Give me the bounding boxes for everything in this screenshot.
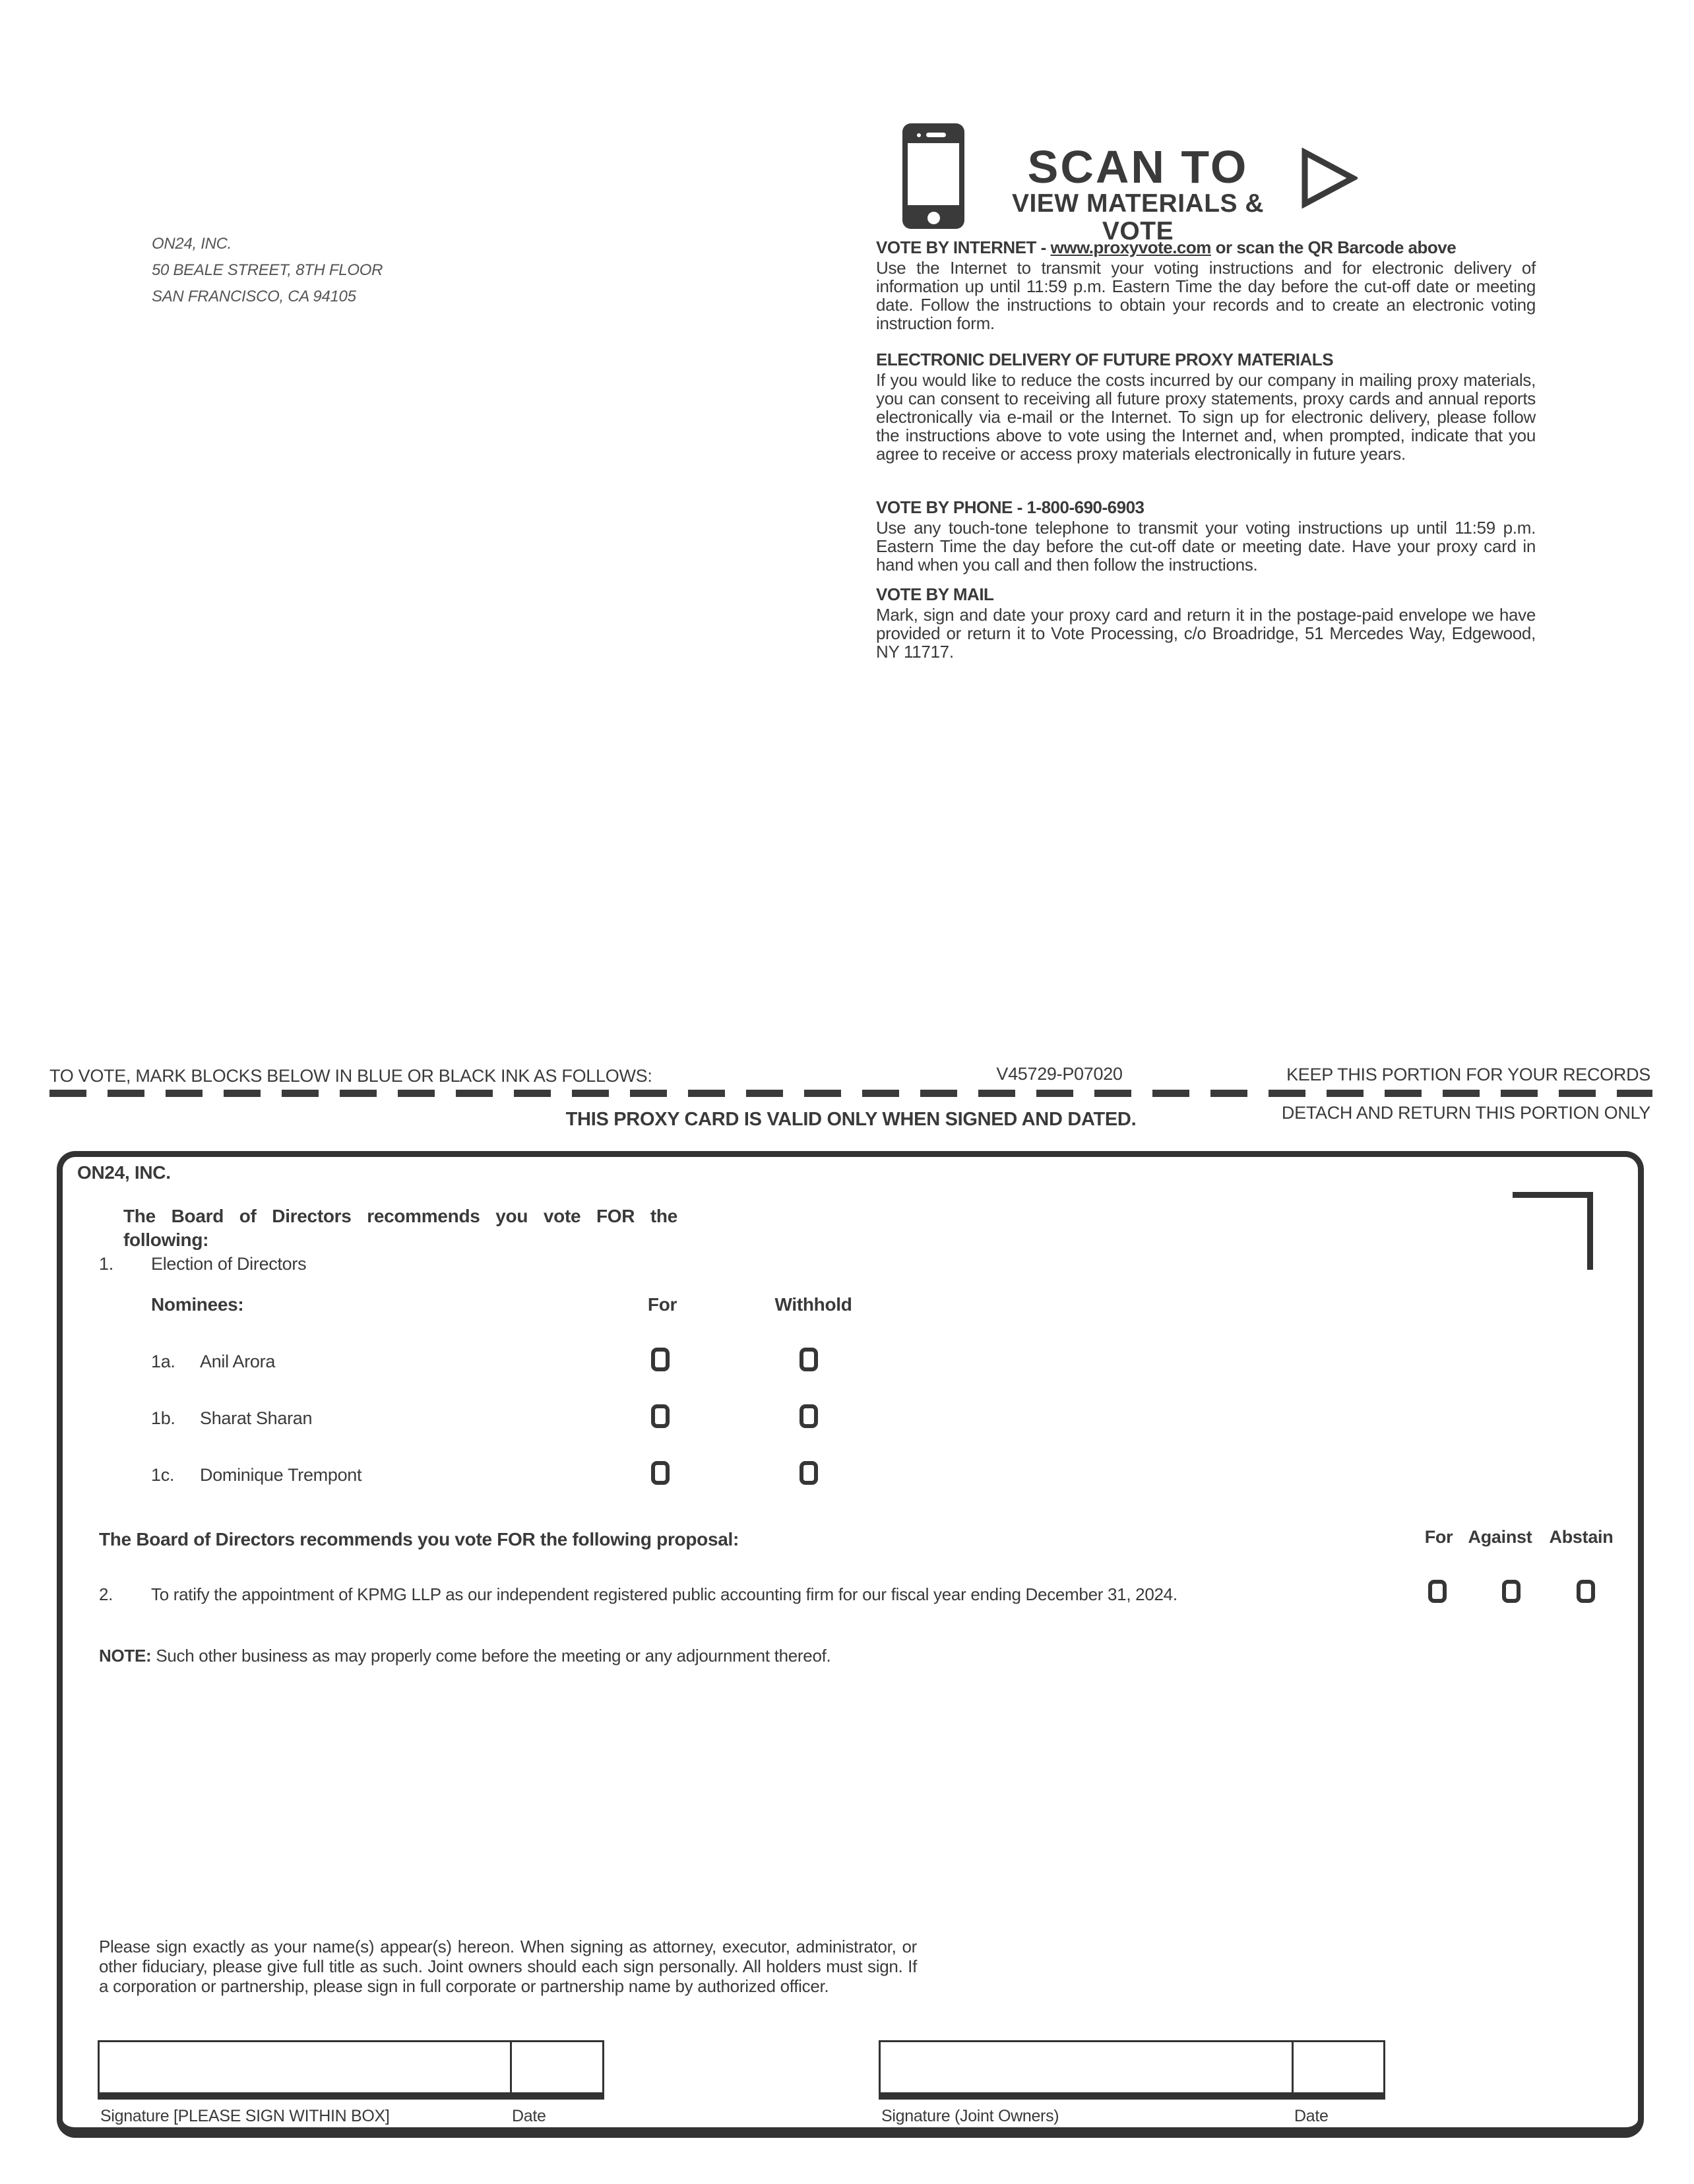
vote-by-mail-body: Mark, sign and date your proxy card and return it in the postage-paid envelope we have provided or return it to Vote Processing, c/o Broadridge, 51 Mercedes Way, Edgewood, NY 11717. [876,605,1536,662]
scan-banner-title: SCAN TO [1027,141,1249,193]
signature-box-joint[interactable] [879,2040,1385,2100]
card-company-name: ON24, INC. [77,1162,171,1183]
nominee-row-name: Sharat Sharan [200,1408,313,1428]
checkbox-2-against[interactable] [1502,1580,1521,1603]
note-line [99,1646,1352,1666]
checkbox-1c-for[interactable] [651,1461,670,1485]
column-header-for: For [647,1294,677,1315]
date-primary-label: Date [512,2107,546,2125]
vote-by-mail-section [876,584,1536,661]
column-header-abstain: Abstain [1549,1527,1614,1547]
column-header-for-2: For [1424,1527,1453,1547]
recommendation-2: The Board of Directors recommends you vote FOR the following proposal: [99,1529,739,1549]
proxy-card [57,1151,1644,2138]
smartphone-icon [902,123,964,229]
sender-address-line: 50 BEALE STREET, 8TH FLOOR [152,261,383,279]
note-text: Such other business as may properly come before the meeting or any adjournment thereof. [151,1646,831,1666]
control-number: V45729-P07020 [996,1064,1123,1084]
signature-date-divider [510,2042,512,2092]
item-1-title: Election of Directors [151,1254,307,1274]
scan-banner [989,141,1286,245]
signature-joint-label: Signature (Joint Owners) [881,2107,1059,2125]
electronic-delivery-section [876,350,1536,463]
phone-screen [908,143,959,205]
vote-by-internet-heading-suffix: or scan the QR Barcode above [1210,237,1457,257]
vote-by-internet-section [876,237,1536,332]
nominees-label: Nominees: [151,1294,244,1315]
vote-by-internet-heading-prefix: VOTE BY INTERNET - [876,237,1051,257]
nominee-row-id: 1b. [151,1408,175,1428]
vote-by-internet-heading [876,237,1536,257]
column-header-against: Against [1468,1527,1532,1547]
signature-box-primary[interactable] [98,2040,604,2100]
sender-address [152,231,383,310]
date-joint-label: Date [1294,2107,1329,2125]
nominee-row-id: 1a. [151,1352,175,1371]
valid-when-signed-note: THIS PROXY CARD IS VALID ONLY WHEN SIGNED AND DATED. [565,1109,1137,1130]
note-label: NOTE: [99,1646,152,1666]
nominee-row-name: Anil Arora [200,1352,276,1371]
arrow-right-icon [1301,148,1358,208]
nominee-row-id: 1c. [151,1465,175,1485]
vote-by-phone-section [876,497,1536,574]
column-header-withhold: Withhold [774,1294,852,1315]
item-1-number: 1. [99,1254,113,1274]
checkbox-1b-withhold[interactable] [800,1404,818,1428]
phone-camera-dot [917,133,921,137]
scan-banner-subtitle: VIEW MATERIALS & VOTE [1011,189,1265,245]
signature-date-divider [1292,2042,1294,2092]
recommendation-1: The Board of Directors recommends you vote FOR the following: [123,1206,677,1250]
vote-by-phone-heading: VOTE BY PHONE - 1-800-690-6903 [876,497,1145,517]
detach-portion-note: DETACH AND RETURN THIS PORTION ONLY [1281,1103,1650,1123]
corner-registration-mark [1513,1192,1593,1270]
item-2-text: To ratify the appointment of KPMG LLP as our independent registered public accounting firm for our fiscal year ending December 31, 2024. [151,1584,1177,1604]
detach-dashed-line [49,1090,1652,1097]
checkbox-1a-for[interactable] [651,1348,670,1371]
checkbox-1b-for[interactable] [651,1404,670,1428]
checkbox-2-abstain[interactable] [1577,1580,1595,1603]
vote-by-internet-body: Use the Internet to transmit your voting instructions and for electronic delivery of information up until 11:59 p.m. Eastern Time the day before the cut-off date or meeting date. Follow the instructions to obtain your records and to create an electronic voting instruction form. [876,258,1536,333]
electronic-delivery-heading: ELECTRONIC DELIVERY OF FUTURE PROXY MATERIALS [876,350,1334,369]
phone-speaker [926,133,946,137]
vote-by-phone-body: Use any touch-tone telephone to transmit your voting instructions up until 11:59 p.m. Eastern Time the day before the cut-off date or meeting date. Have your proxy card in hand when you call and then follow the instructions. [876,518,1536,575]
electronic-delivery-body: If you would like to reduce the costs incurred by our company in mailing proxy materials, you can consent to receiving all future proxy statements, proxy cards and annual reports electronically via e-mail or the Internet. To sign up for electronic delivery, please follow the instructions above to vote using the Internet and, when prompted, indicate that you agree to receive or access proxy materials electronically in future years. [876,370,1536,464]
to-vote-instruction: TO VOTE, MARK BLOCKS BELOW IN BLUE OR BLACK INK AS FOLLOWS: [49,1066,652,1086]
checkbox-2-for[interactable] [1428,1580,1447,1603]
checkbox-1c-withhold[interactable] [800,1461,818,1485]
signature-primary-label: Signature [PLEASE SIGN WITHIN BOX] [100,2107,390,2125]
checkbox-1a-withhold[interactable] [800,1348,818,1371]
item-2-number: 2. [99,1584,113,1604]
signing-instructions: Please sign exactly as your name(s) appear(s) hereon. When signing as attorney, executor, administrator, or other fiduciary, please give full title as such. Joint owners should each sign personally. All holders must sign. If a corporation or partnership, please sign in full corporate or partnership name by authorized officer. [99,1937,917,1996]
sender-address-line: ON24, INC. [152,235,232,253]
vote-by-mail-heading: VOTE BY MAIL [876,584,994,604]
proxyvote-link[interactable]: www.proxyvote.com [1050,237,1211,257]
keep-portion-note: KEEP THIS PORTION FOR YOUR RECORDS [1286,1065,1650,1084]
phone-home-button [927,212,940,224]
nominee-row-name: Dominique Trempont [200,1465,362,1485]
sender-address-line: SAN FRANCISCO, CA 94105 [152,288,356,305]
